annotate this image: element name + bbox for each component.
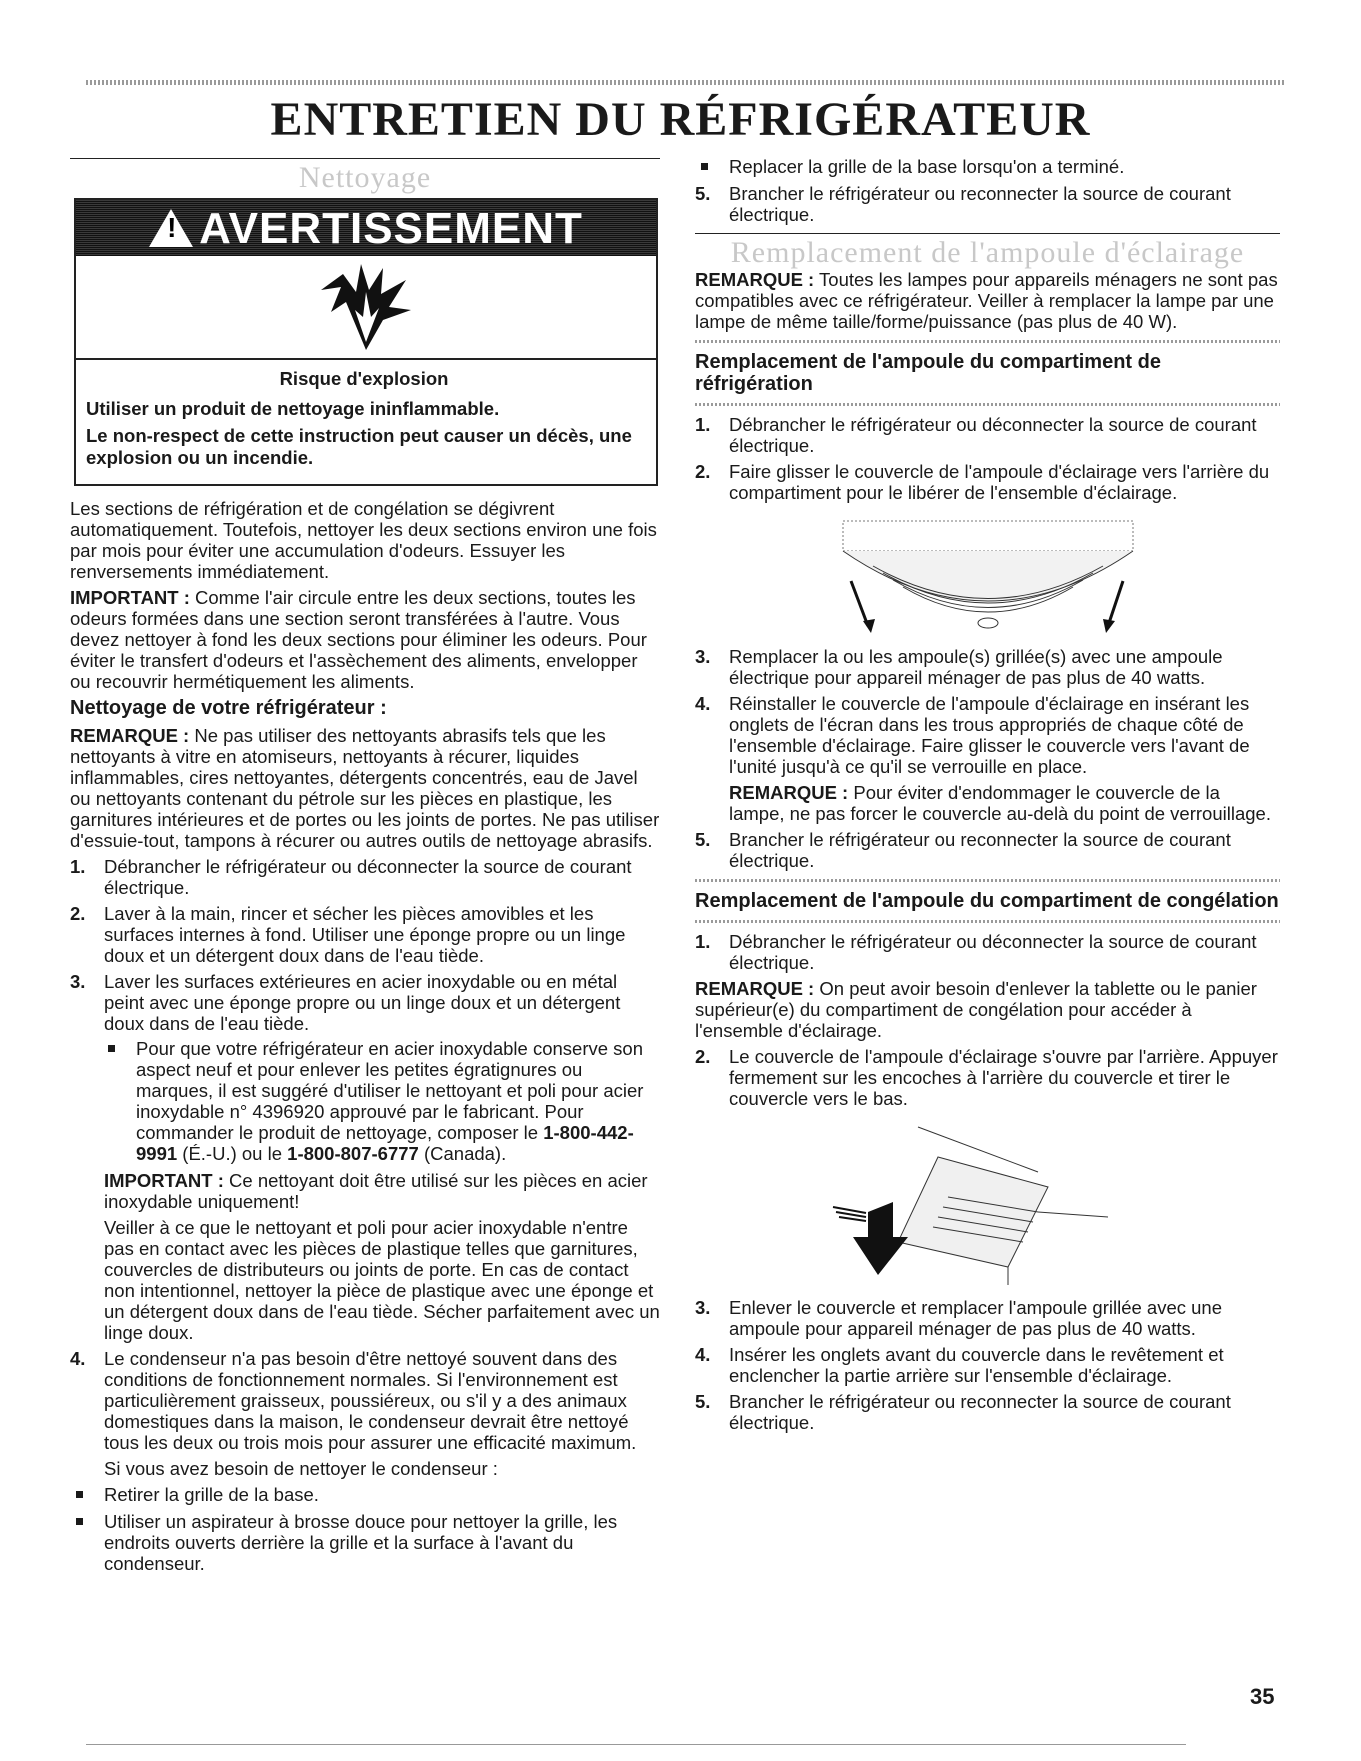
freezer-steps-a [695,931,1280,973]
step-item: 1. Débrancher le réfrigérateur ou déconnecter la source de courant électrique. [70,856,632,898]
dotted-rule [695,920,1280,923]
warning-line-1: Utiliser un produit de nettoyage ininflammable. [86,398,500,419]
step4-bullets [70,1484,660,1574]
subheading-nettoyage: Nettoyage de votre réfrigérateur : [70,697,387,719]
step-item: 5. Brancher le réfrigérateur ou reconnecter la source de courant électrique. [695,829,1231,871]
step-item: 4. Réinstaller le couvercle de l'ampoule d'éclairage en insérant les onglets de l'écran dans les trous appropriés de chaque côté de l'ensemble d'éclairage. Faire glisser le couvercle vers l'avant de l'unité jusqu'à ce qu'il se verrouille en place. REMARQUE : Pour éviter d'endommager le couvercle de la lampe, ne pas forcer le couvercle au-delà du point de verrouillage. [695,693,1280,824]
right-column [695,150,1280,1438]
heading-refrigeration: Remplacement de l'ampoule du compartiment de réfrigération [695,351,1161,395]
continued-bullets [695,156,1280,177]
section-title-nettoyage: Nettoyage [298,161,432,194]
step-item: 3. Remplacer la ou les ampoule(s) grillée(s) avec une ampoule électrique pour appareil ménager de pas plus de 40 watts. [695,646,1223,688]
warning-hazard: Risque d'explosion [279,368,449,389]
freezer-steps-c [695,1297,1280,1433]
explosion-icon [76,256,656,360]
step-item: 3. Enlever le couvercle et remplacer l'ampoule grillée avec une ampoule pour appareil ménager de pas plus de 40 watts. [695,1297,1223,1339]
page-number: 35 [1250,1684,1275,1709]
dotted-rule [695,879,1280,882]
remarque-paragraph [70,725,660,851]
step-item: 3. Laver les surfaces extérieures en acier inoxydable ou en métal peint avec une éponge propre ou un linge doux et un détergent doux dans de l'eau tiède. Pour que votre réfrigérateur en acier inoxydable conserve son aspect neuf et pour enlever les petites égratignures ou marques, il est suggéré d'utiliser le nettoyant et poli pour acier inoxydable n° 4396920 approuvé par le fabricant. Pour commander le produit de nettoyage, composer le 1-800-442-9991 (É.-U.) ou le 1-800-807-6777 (Canada). IMPORTANT : Ce nettoyant doit être utilisé sur les pièces en acier inoxydable uniquement! Veiller à ce que le nettoyant et poli pour acier inoxydable n'entre pas en contact avec les pièces de plastique telles que garnitures, couvercles de distributeurs ou joints de porte. En cas de contact non intentionnel, nettoyer la pièce de plastique avec une éponge et un détergent doux dans de l'eau tiède. Sécher parfaitement avec un linge doux. [70,971,660,1343]
warning-banner-text: AVERTISSEMENT [199,203,583,253]
left-column [70,150,660,1580]
warning-triangle-icon: ! [149,209,193,247]
warning-banner [76,200,656,256]
step-item: 4. Le condenseur n'a pas besoin d'être nettoyé souvent dans des conditions de fonctionnement normales. Si l'environnement est particulièrement graisseux, poussiéreux, ou s'il y a des animaux domestiques dans la maison, le condenseur devrait être nettoyé tous les deux ou trois mois pour assurer une efficacité maximum. Si vous avez besoin de nettoyer le condenseur : Retirer la grille de la base. Utiliser un aspirateur à brosse douce pour nettoyer la grille, les endroits ouverts derrière la grille et la surface à l'avant du condenseur. [70,1348,660,1574]
step-item: 2. Le couvercle de l'ampoule d'éclairage s'ouvre par l'arrière. Appuyer fermement sur les encoches à l'arrière du couvercle et tirer le couvercle vers le bas. [695,1046,1278,1109]
section-rule [695,233,1280,234]
top-dotted-rule [86,80,1286,85]
step-item: 4. Insérer les onglets avant du couvercle dans le revêtement et enclencher la partie arrière sur l'ensemble d'éclairage. [695,1344,1224,1386]
bullet-item: Retirer la grille de la base. [70,1484,660,1505]
bottom-rule [86,1744,1186,1745]
bullet-item: Utiliser un aspirateur à brosse douce pour nettoyer la grille, les endroits ouverts derrière la grille et la surface à l'avant du condenseur. [70,1511,660,1574]
intro-paragraph: Les sections de réfrigération et de congélation se dégivrent automatiquement. Toutefois, nettoyer les deux sections environ une fois par mois pour éviter une accumulation d'odeurs. Essuyer les renversements immédiatement. [70,498,657,582]
dotted-rule [695,340,1280,343]
bullet-item: Pour que votre réfrigérateur en acier inoxydable conserve son aspect neuf et pour enlever les petites égratignures ou marques, il est suggéré d'utiliser le nettoyant et poli pour acier inoxydable n° 4396920 approuvé par le fabricant. Pour commander le produit de nettoyage, composer le 1-800-442-9991 (É.-U.) ou le 1-800-807-6777 (Canada). [102,1038,660,1164]
heading-congelation: Remplacement de l'ampoule du compartiment de congélation [695,890,1279,912]
page-title: ENTRETIEN DU RÉFRIGÉRATEUR [270,93,1091,146]
light-cover-slide-illustration [695,511,1280,636]
step3-bullets [102,1038,660,1164]
remarque-label: REMARQUE : [70,725,190,746]
bullet-item: Replacer la grille de la base lorsqu'on a terminé. [695,156,1280,177]
freezer-steps-b [695,1046,1280,1109]
step-item: 5. Brancher le réfrigérateur ou reconnecter la source de courant électrique. [695,183,1231,225]
warning-line-2: Le non-respect de cette instruction peut causer un décès, une explosion ou un incendie. [86,425,632,468]
step-item: 5. Brancher le réfrigérateur ou reconnecter la source de courant électrique. [695,1391,1231,1433]
step-item: 1. Débrancher le réfrigérateur ou déconnecter la source de courant électrique. [695,931,1257,973]
step-item: 1. Débrancher le réfrigérateur ou déconnecter la source de courant électrique. [695,414,1257,456]
cleaning-steps [70,856,660,1574]
remarque-text: Ne pas utiliser des nettoyants abrasifs tels que les nettoyants à vitre en atomiseurs, nettoyants à récurer, liquides inflammables, cires nettoyantes, détergents concentrés, eau de Javel ou nettoyants contenant du pétrole sur les pièces en plastique, les garnitures intérieures et de portes ou les joints de portes. Ne pas utiliser d'essuie-tout, tampons à récurer ou autres outils de nettoyage abrasifs. [70,725,660,851]
remarque-couvercle: REMARQUE : Pour éviter d'endommager le couvercle de la lampe, ne pas forcer le couvercle au-delà du point de verrouillage. [729,782,1271,824]
warning-box [74,198,658,486]
step4-sub: Si vous avez besoin de nettoyer le condenseur : [104,1458,498,1479]
phone-us: 1-800-442-9991 [136,1122,634,1164]
dotted-rule [695,403,1280,406]
veiller-paragraph: Veiller à ce que le nettoyant et poli pour acier inoxydable n'entre pas en contact avec les pièces de plastique telles que garnitures, couvercles de distributeurs ou joints de porte. En cas de contact non intentionnel, nettoyer la pièce de plastique avec une éponge et un détergent doux dans de l'eau tiède. Sécher parfaitement avec un linge doux. [104,1217,660,1343]
fridge-steps-a [695,414,1280,503]
fridge-steps-b [695,646,1280,871]
warning-body [76,360,656,484]
section-rule [70,158,660,159]
remarque-tablette: REMARQUE : On peut avoir besoin d'enlever la tablette ou le panier supérieur(e) du compartiment de congélation pour accéder à l'ensemble d'éclairage. [695,978,1257,1041]
important-text: Comme l'air circule entre les deux sections, toutes les odeurs formées dans une section seront transférées à l'autre. Vous devez nettoyer à fond les deux sections pour éliminer les odeurs. Pour éviter le transfert d'odeurs et l'assèchement des aliments, envelopper ou recouvrir hermétiquement les aliments. [70,587,647,692]
phone-canada: 1-800-807-6777 [287,1143,419,1164]
step-item: 2. Faire glisser le couvercle de l'ampoule d'éclairage vers l'arrière du compartiment pour le libérer de l'ensemble d'éclairage. [695,461,1270,503]
continued-steps [695,183,1280,225]
freezer-light-cover-illustration [695,1117,1280,1287]
section-title-ampoule: Remplacement de l'ampoule d'éclairage [730,236,1245,269]
important-label: IMPORTANT : [70,587,190,608]
important-paragraph [70,587,660,692]
remarque-lampes: REMARQUE : Toutes les lampes pour appareils ménagers ne sont pas compatibles avec ce réfrigérateur. Veiller à remplacer la lampe par une lampe de même taille/forme/puissance (pas plus de 40 W). [695,269,1278,332]
step-item: 2. Laver à la main, rincer et sécher les pièces amovibles et les surfaces internes à fond. Utiliser une éponge propre ou un linge doux et un détergent doux dans de l'eau tiède. [70,903,626,966]
important-2-paragraph: IMPORTANT : Ce nettoyant doit être utilisé sur les pièces en acier inoxydable uniquement! [104,1170,648,1212]
